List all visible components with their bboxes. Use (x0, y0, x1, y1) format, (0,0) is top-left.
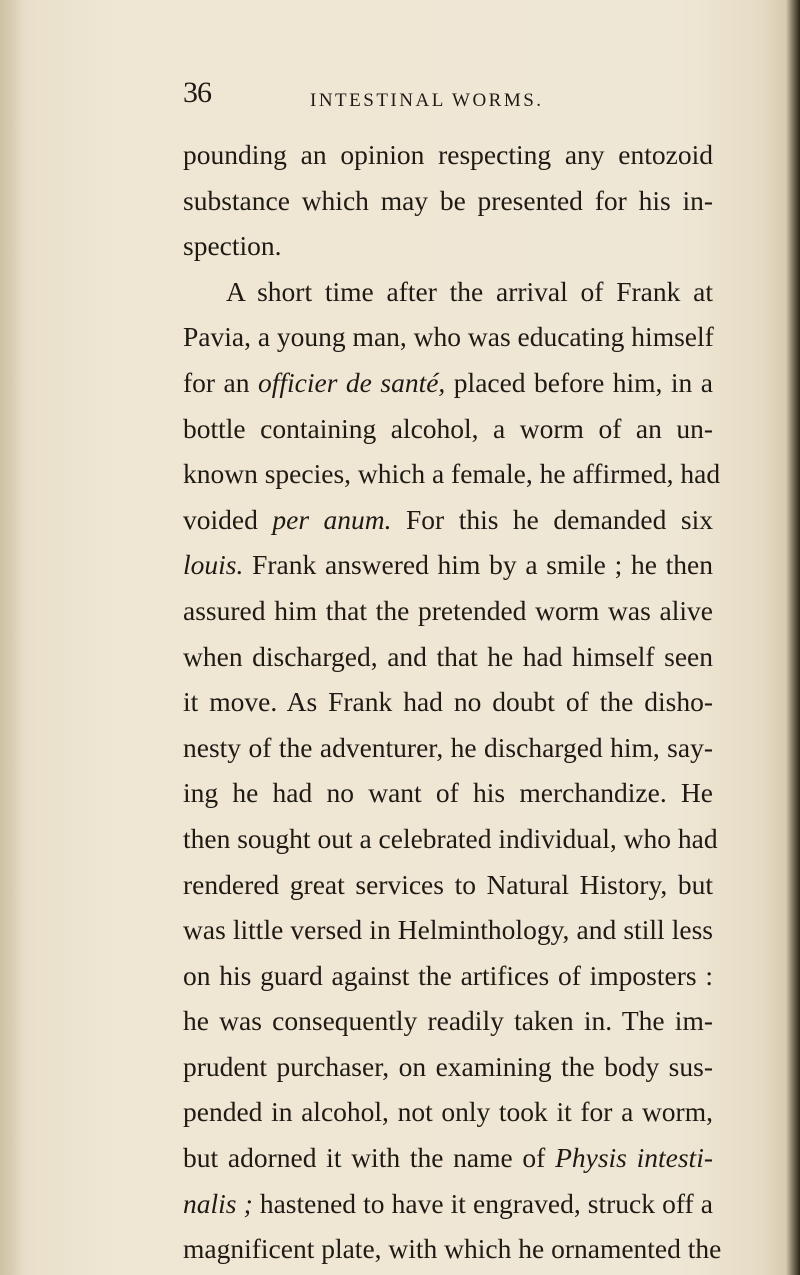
text-line: he was consequently readily taken in. The im- (183, 1005, 713, 1037)
body-text (183, 132, 722, 1272)
text-run: for an (183, 366, 259, 398)
italic-phrase: louis. (183, 549, 244, 581)
text-line: A short time after the arrival of Frank at (226, 275, 713, 307)
text-line (183, 1135, 713, 1181)
text-line: on his guard against the artifices of imposters : (183, 959, 713, 991)
text-line: spection. (183, 230, 282, 262)
running-title: INTESTINAL WORMS. (310, 90, 544, 111)
italic-phrase: per anum. (272, 503, 392, 535)
text-line: bottle containing alcohol, a worm of an un- (183, 412, 713, 444)
italic-phrase: nalis ; (183, 1187, 253, 1219)
text-line (183, 1181, 713, 1227)
text-line: assured him that the pretended worm was alive (183, 594, 713, 626)
text-line: nesty of the adventurer, he discharged him, say- (183, 731, 713, 763)
text-run: Frank answered him by a smile ; he then (243, 549, 713, 581)
text-line (183, 360, 713, 406)
text-line: substance which may be presented for his in- (183, 184, 713, 216)
italic-phrase: officier de santé, (258, 366, 446, 398)
text-line: was little versed in Helminthology, and still less (183, 914, 713, 946)
text-run: placed before him, in a (445, 366, 713, 398)
text-line (183, 542, 713, 588)
italic-phrase: Physis intesti- (555, 1142, 713, 1174)
text-line (183, 497, 713, 543)
page-number: 36 (183, 76, 211, 109)
text-line: ing he had no want of his merchandize. He (183, 777, 713, 809)
page-edge-shadow (786, 0, 800, 1275)
text-line: it move. As Frank had no doubt of the disho- (183, 686, 713, 718)
text-line: magnificent plate, with which he ornamented the (183, 1233, 722, 1265)
text-run: voided (183, 503, 273, 535)
page-gutter-shadow (0, 0, 22, 1275)
text-line: pended in alcohol, not only took it for a worm, (183, 1096, 713, 1128)
text-line: then sought out a celebrated individual, who had (183, 822, 718, 854)
text-line: prudent purchaser, on examining the body sus- (183, 1050, 713, 1082)
text-run: hastened to have it engraved, struck off a (252, 1187, 713, 1219)
text-line: when discharged, and that he had himself seen (183, 640, 713, 672)
text-line: pounding an opinion respecting any entozoid (183, 139, 713, 170)
text-line: rendered great services to Natural History, but (183, 868, 713, 900)
text-line: Pavia, a young man, who was educating himself (183, 321, 714, 353)
text-run: For this he demanded six (391, 503, 713, 535)
text-line: known species, which a female, he affirmed, had (183, 458, 721, 490)
text-run: but adorned it with the name of (183, 1142, 556, 1174)
